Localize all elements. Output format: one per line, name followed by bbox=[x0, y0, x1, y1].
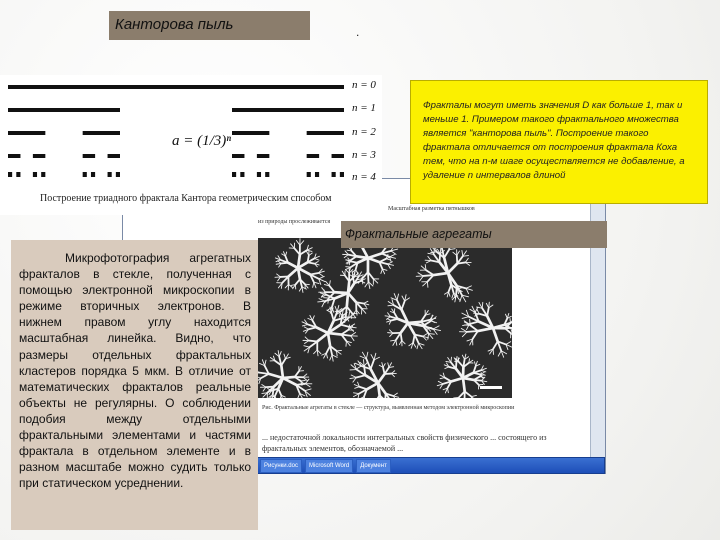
cantor-segment bbox=[33, 154, 45, 158]
dendrite-branch bbox=[329, 281, 330, 286]
dendrite-branch bbox=[417, 343, 419, 349]
dendrite-branch bbox=[463, 373, 473, 378]
dendrite-branch bbox=[318, 301, 325, 302]
dendrite-branch bbox=[387, 319, 391, 321]
dendrite-branch bbox=[408, 322, 421, 323]
dendrite-branch bbox=[462, 332, 467, 337]
level-label: n = 2 bbox=[352, 126, 376, 138]
dendrite-branch bbox=[319, 276, 324, 278]
cantor-segment bbox=[8, 172, 12, 177]
dendrite-branch bbox=[296, 240, 300, 245]
cantor-segment bbox=[232, 108, 344, 112]
dendrite-branch bbox=[299, 367, 301, 371]
dendrite-branch bbox=[449, 249, 455, 250]
cantor-segment bbox=[307, 154, 319, 158]
dendrite-branch bbox=[463, 359, 464, 367]
cantor-segment bbox=[16, 172, 20, 177]
cantor-segment bbox=[116, 172, 120, 177]
section-label: Фрактальные агрегаты bbox=[341, 221, 607, 248]
scale-bar bbox=[480, 386, 502, 389]
dendrite-branch bbox=[345, 270, 349, 274]
dendrite-branch bbox=[305, 337, 309, 341]
dendrite-branch bbox=[469, 321, 478, 324]
dendrite-branch bbox=[489, 302, 490, 308]
dendrite-branch bbox=[466, 286, 471, 288]
dendrite-branch bbox=[463, 378, 465, 391]
dendrite-branch bbox=[332, 355, 333, 361]
dendrite-branch bbox=[427, 282, 428, 288]
dendrite-branch bbox=[440, 378, 445, 379]
cantor-formula: a = (1/3)ⁿ bbox=[172, 133, 232, 149]
dendrite-branch bbox=[362, 309, 366, 314]
dendrite-branch bbox=[277, 274, 281, 277]
dendrite-branch bbox=[371, 355, 374, 360]
cantor-segment bbox=[8, 85, 344, 89]
taskbar bbox=[255, 457, 605, 474]
dendrite-branch bbox=[397, 294, 399, 300]
dendrite-branch bbox=[470, 325, 478, 331]
taskbar-button: Документ bbox=[356, 459, 391, 473]
level-label: n = 3 bbox=[352, 149, 376, 161]
dendrite-branch bbox=[391, 251, 396, 255]
dendrite-branch bbox=[456, 356, 457, 361]
dendrite-branch bbox=[362, 272, 368, 279]
cantor-segment bbox=[307, 172, 311, 177]
dendrite-branch bbox=[465, 258, 468, 262]
dendrite-branch bbox=[418, 273, 423, 276]
dendrite-branch bbox=[354, 393, 359, 394]
dendrite-branch bbox=[445, 367, 449, 369]
cantor-segment bbox=[41, 172, 45, 177]
cantor-segment bbox=[265, 172, 269, 177]
dendrite-branch bbox=[451, 357, 452, 362]
dendrite-branch bbox=[319, 273, 323, 276]
dendrite-branch bbox=[330, 355, 332, 360]
dendrite-branch bbox=[474, 380, 482, 381]
level-label: n = 1 bbox=[352, 102, 376, 114]
cantor-segment bbox=[108, 154, 120, 158]
taskbar-button: Рисунки.doc bbox=[260, 459, 302, 473]
taskbar-button: Microsoft Word bbox=[305, 459, 353, 473]
dendrite-branch bbox=[448, 264, 457, 273]
cantor-segment bbox=[8, 108, 120, 112]
dendrite-branch bbox=[300, 250, 307, 254]
dendrite-branch bbox=[316, 327, 328, 333]
dendrite-branch bbox=[289, 284, 293, 287]
dendrite-branch bbox=[317, 333, 328, 341]
dendrite-branch bbox=[314, 350, 318, 354]
dendrite-branch bbox=[298, 393, 300, 398]
level-label: n = 4 bbox=[352, 171, 376, 183]
dendrite-branch bbox=[493, 341, 498, 349]
dendrite-branch bbox=[383, 364, 385, 368]
dendrite-branch bbox=[304, 327, 308, 329]
dendrite-branch bbox=[347, 293, 348, 307]
dendrite-branch bbox=[462, 251, 463, 257]
dendrite-branch bbox=[402, 296, 405, 301]
dendrite-branch bbox=[258, 376, 261, 378]
cantor-segment bbox=[33, 172, 37, 177]
dendrite-branch bbox=[463, 251, 467, 256]
cantor-dust-figure bbox=[0, 75, 382, 215]
dendrite-branch bbox=[310, 341, 318, 347]
dendrite-branch bbox=[288, 268, 298, 276]
dendrite-branch bbox=[471, 397, 476, 398]
dendrite-branch bbox=[393, 393, 397, 396]
dendrite-branch bbox=[295, 371, 299, 377]
cantor-segment bbox=[232, 172, 236, 177]
dendrite-branch bbox=[309, 253, 312, 256]
cantor-segment bbox=[257, 154, 269, 158]
dendrite-branch bbox=[356, 375, 365, 377]
cantor-segment bbox=[307, 131, 344, 135]
cantor-segment bbox=[83, 131, 120, 135]
dendrite-branch bbox=[473, 313, 479, 314]
cantor-segment bbox=[8, 131, 45, 135]
dendrite-branch bbox=[401, 323, 408, 333]
dendrite-branch bbox=[356, 366, 361, 369]
dendrite-branch bbox=[481, 370, 486, 372]
dendrite-branch bbox=[471, 395, 476, 396]
dendrite-branch bbox=[305, 389, 311, 391]
dendrite-branch bbox=[434, 273, 448, 275]
dendrite-branch bbox=[283, 377, 295, 378]
dendrite-branch bbox=[265, 360, 266, 366]
dendrite-branch bbox=[431, 252, 437, 253]
dendrite-branch bbox=[341, 335, 350, 336]
dendrite-branch bbox=[378, 374, 385, 383]
dendrite-branch bbox=[364, 301, 368, 303]
cantor-caption: Построение триадного фрактала Кантора геометрическим способом bbox=[40, 193, 332, 204]
dendrite-branch bbox=[371, 360, 374, 369]
dendrite-branch bbox=[368, 272, 369, 282]
dendrite-branch bbox=[346, 307, 347, 316]
cantor-segment bbox=[332, 172, 336, 177]
dendrite-branch bbox=[390, 255, 395, 257]
dendrite-branch bbox=[460, 295, 462, 301]
cantor-segment bbox=[257, 172, 261, 177]
dendrite-branch bbox=[288, 263, 298, 268]
cantor-segment bbox=[232, 154, 244, 158]
dendrite-branch bbox=[465, 391, 472, 396]
dendrite-branch bbox=[493, 328, 498, 341]
dendrite-branch bbox=[322, 301, 325, 307]
dendrite-branch bbox=[390, 333, 393, 336]
dendrite-branch bbox=[329, 286, 334, 292]
dendrite-branch bbox=[342, 271, 345, 275]
dendrite-branch bbox=[423, 275, 433, 276]
dendrite-branch bbox=[433, 326, 439, 329]
dendrite-branch bbox=[305, 341, 309, 344]
dendrite-branch bbox=[300, 241, 304, 245]
dendrite-branch bbox=[303, 377, 307, 380]
cantor-segment bbox=[340, 172, 344, 177]
dendrite-branch bbox=[467, 331, 478, 332]
dendrite-branch bbox=[388, 262, 393, 264]
dendrite-branch bbox=[355, 387, 360, 389]
dendrite-branch bbox=[258, 372, 259, 375]
dendrite-branch bbox=[420, 276, 424, 281]
dendrite-branch bbox=[388, 333, 393, 334]
cantor-segment bbox=[240, 172, 244, 177]
dendrite-branch bbox=[451, 378, 463, 381]
dendrite-branch bbox=[307, 250, 312, 251]
dendrite-branch bbox=[367, 383, 378, 389]
dendrite-branch bbox=[482, 302, 483, 308]
dendrite-branch bbox=[335, 292, 348, 293]
dendrite-branch bbox=[428, 256, 431, 260]
dendrite-branch bbox=[319, 299, 325, 302]
cantor-segment bbox=[332, 154, 344, 158]
dendrite-branch bbox=[462, 355, 464, 359]
photo-description: Микрофотография агрегатных фракталов в стекле, полученная с помощью электронной микроскопии в режиме вторичных электронов. В нижнем правом углу находится масштабная линейка. Видно, что размеры отдельных фрактальных кластеров порядка 5 мкм. В отличие от математических фракталов реальные объекты не регулярны. О соблюдении подобия между отдельными фрактальными элементами и частями фрактала в отдельном элементе и в разном масштабе можно судить только при статическом усреднении. bbox=[11, 240, 258, 530]
dendrite-branch bbox=[423, 282, 428, 286]
note-box: Фракталы могут иметь значения D как больше 1, так и меньше 1. Примером такого фрактального множества является "канторова пыль". Построение такого фрактала отличается от построения фрактала Коха тем, что на n-м шаге осуществляется не добавление, а удаление n интервалов длиной bbox=[410, 80, 708, 204]
dendrite-branch bbox=[391, 374, 394, 377]
dendrite-branch bbox=[314, 258, 319, 260]
dendrite-branch bbox=[352, 313, 353, 318]
cantor-segment bbox=[108, 172, 112, 177]
dendrite-branch bbox=[302, 324, 307, 326]
dendrite-branch bbox=[388, 305, 394, 306]
dendrite-branch bbox=[498, 351, 501, 356]
dendrite-branch bbox=[314, 262, 318, 264]
dendrite-branch bbox=[304, 346, 310, 347]
dendrite-branch bbox=[312, 316, 314, 321]
dendrite-branch bbox=[428, 334, 429, 340]
dendrite-branch bbox=[453, 252, 457, 255]
dendrite-branch bbox=[328, 333, 330, 346]
dendrite-branch bbox=[269, 374, 283, 378]
dendrite-branch bbox=[341, 325, 350, 327]
dendrite-branch bbox=[258, 367, 259, 372]
dendrite-branch bbox=[284, 354, 286, 359]
dendrite-branch bbox=[413, 343, 416, 347]
dendrite-branch bbox=[322, 288, 326, 293]
dendrite-branch bbox=[365, 282, 369, 287]
dendrite-branch bbox=[299, 287, 302, 291]
dendrite-branch bbox=[402, 301, 405, 310]
fractal-photo-drawing bbox=[258, 238, 512, 398]
cantor-segment bbox=[91, 172, 95, 177]
dendrite-branch bbox=[396, 333, 401, 340]
document-paragraph: ... недостаточной локальности интегральных свойств физического ... состоящего из фрактальных элементов, обозначаемой ... bbox=[262, 433, 547, 453]
cantor-segment bbox=[83, 154, 95, 158]
dendrite-branch bbox=[351, 333, 356, 336]
dendrite-branch bbox=[291, 244, 295, 248]
dendrite-branch bbox=[462, 317, 469, 319]
dendrite-branch bbox=[351, 375, 356, 378]
dendrite-branch bbox=[378, 383, 380, 395]
dendrite-branch bbox=[281, 365, 283, 378]
stray-dot: . bbox=[356, 25, 360, 39]
slide-title: Канторова пыль bbox=[109, 11, 310, 40]
dendrite-branch bbox=[438, 381, 443, 384]
dendrite-branch bbox=[506, 342, 511, 345]
dendrite-branch bbox=[351, 336, 354, 341]
dendrite-branch bbox=[444, 250, 449, 258]
dendrite-branch bbox=[363, 360, 364, 366]
cantor-segment bbox=[8, 154, 20, 158]
document-subtext: из природы прослеживается bbox=[258, 219, 331, 225]
cantor-segment bbox=[83, 172, 87, 177]
cantor-segment bbox=[315, 172, 319, 177]
dendrite-branch bbox=[373, 279, 377, 283]
dendrite-branch bbox=[452, 293, 454, 298]
dendrite-branch bbox=[366, 352, 367, 359]
dendrite-branch bbox=[388, 363, 389, 368]
photo-caption: Рис. Фрактальные агрегаты в стекле — структура, выявленная методом электронной микроскопии bbox=[262, 405, 515, 411]
dendrite-branch bbox=[423, 334, 427, 337]
dendrite-branch bbox=[478, 328, 493, 331]
level-label: n = 0 bbox=[352, 79, 376, 91]
dendrite-branch bbox=[368, 253, 381, 258]
document-heading: Масштабная разметка пятнышков bbox=[388, 206, 475, 212]
dendrite-branch bbox=[381, 269, 383, 273]
dendrite-branch bbox=[326, 353, 327, 358]
cantor-segment bbox=[232, 131, 269, 135]
fractal-aggregates-photo bbox=[258, 238, 512, 398]
dendrite-branch bbox=[396, 340, 397, 345]
dendrite-branch bbox=[263, 387, 266, 391]
dendrite-branch bbox=[344, 255, 348, 258]
